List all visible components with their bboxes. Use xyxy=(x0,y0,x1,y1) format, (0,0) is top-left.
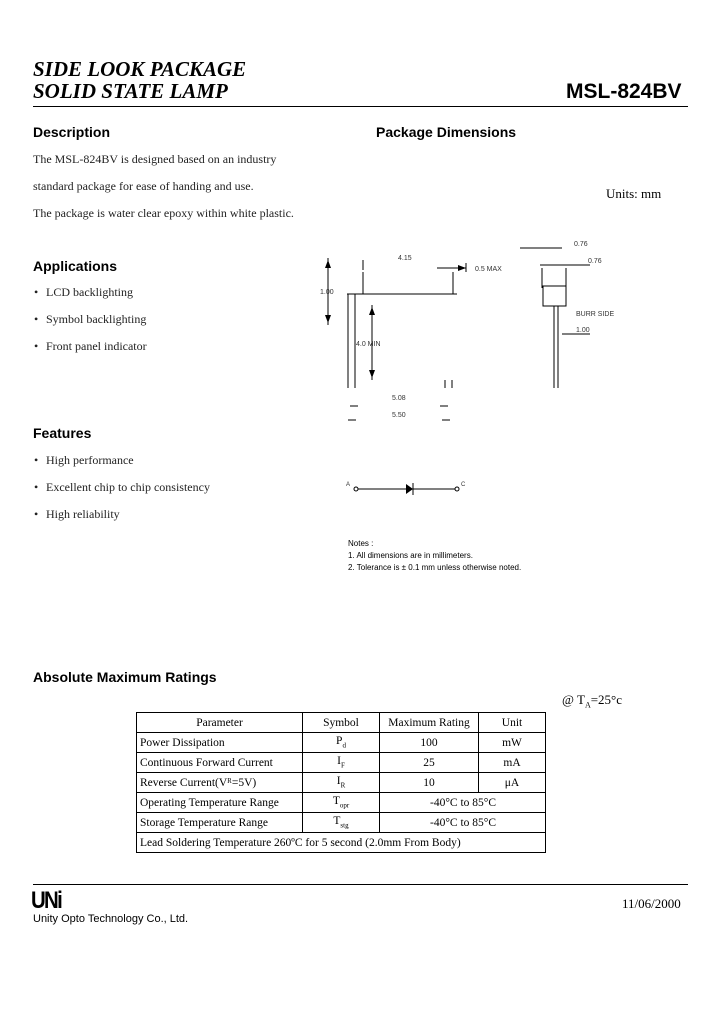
list-item: • Symbol backlighting xyxy=(46,312,146,327)
col-max-rating: Maximum Rating xyxy=(380,713,479,733)
list-item: • High performance xyxy=(46,453,134,468)
company-name: Unity Opto Technology Co., Ltd. xyxy=(33,913,189,925)
dim-lead-length: 4.0 MIN xyxy=(356,341,381,348)
description-heading: Description xyxy=(33,124,111,140)
col-symbol: Symbol xyxy=(303,713,380,733)
note-item: 2. Tolerance is ± 0.1 mm unless otherwise noted. xyxy=(348,563,522,572)
dim-lead-space-1: 5.08 xyxy=(392,395,406,402)
table-row: Lead Soldering Temperature 260ºC for 5 second (2.0mm From Body) xyxy=(137,833,546,853)
header-rule xyxy=(33,106,688,107)
document-date: 11/06/2000 xyxy=(622,896,681,911)
description-line: standard package for ease of handing and use. xyxy=(33,179,254,193)
ratings-condition: @ $T_A=25^\circ c$ xyxy=(562,692,623,710)
dim-lead-space-2: 5.50 xyxy=(392,412,406,419)
dim-side-height: 1.00 xyxy=(576,327,590,334)
cathode-terminal xyxy=(455,487,459,491)
anode-label: A xyxy=(346,482,351,488)
model-number: MSL-824BV xyxy=(566,80,682,103)
table-header-row xyxy=(137,713,546,733)
table-row: Power Dissipation $P_d$ 100 mW xyxy=(137,733,546,753)
ratings-heading: Absolute Maximum Ratings xyxy=(33,669,217,685)
units-label: Units: mm xyxy=(606,186,662,201)
list-item: • High reliability xyxy=(46,507,120,522)
table-row: Operating Temperature Range $T_{opr}$ -40°C to 85°C xyxy=(137,793,546,813)
table-row: Continuous Forward Current $I_F$ 25 mA xyxy=(137,753,546,773)
description-line: The MSL-824BV is designed based on an industry xyxy=(33,152,277,166)
table-row: Reverse Current(Vᴿ=5V) $I_R$ 10 μA xyxy=(137,773,546,793)
dim-side-2: 0.76 xyxy=(588,258,602,265)
dim-top-width: 4.15 xyxy=(398,255,412,262)
dim-height: 1.00 xyxy=(320,289,334,296)
diode-symbol xyxy=(406,484,413,494)
notes-title: Notes : xyxy=(348,539,374,548)
table-row: Storage Temperature Range $T_{stg}$ -40°C to 85°C xyxy=(137,813,546,833)
package-heading: Package Dimensions xyxy=(376,124,517,140)
footer-rule xyxy=(33,884,688,885)
list-item: • Excellent chip to chip consistency xyxy=(46,480,210,495)
company-logo: UNi xyxy=(31,887,62,914)
col-unit: Unit xyxy=(479,713,546,733)
title-line-1: SIDE LOOK PACKAGE xyxy=(33,57,247,81)
col-parameter: Parameter xyxy=(137,713,303,733)
description-line: The package is water clear epoxy within white plastic. xyxy=(33,206,294,220)
list-item: • LCD backlighting xyxy=(46,285,133,300)
note-item: 1. All dimensions are in millimeters. xyxy=(348,551,473,560)
package-drawing xyxy=(300,230,660,510)
features-heading: Features xyxy=(33,425,92,441)
list-item: • Front panel indicator xyxy=(46,339,147,354)
applications-heading: Applications xyxy=(33,258,118,274)
cathode-label: C xyxy=(461,482,466,488)
title-line-2: SOLID STATE LAMP xyxy=(33,79,228,103)
dim-burr-side: BURR SIDE xyxy=(576,311,615,318)
dim-lead-width: 0.5 MAX xyxy=(475,266,502,273)
anode-terminal xyxy=(354,487,358,491)
dim-side-1: 0.76 xyxy=(574,241,588,248)
ratings-table xyxy=(136,712,546,853)
